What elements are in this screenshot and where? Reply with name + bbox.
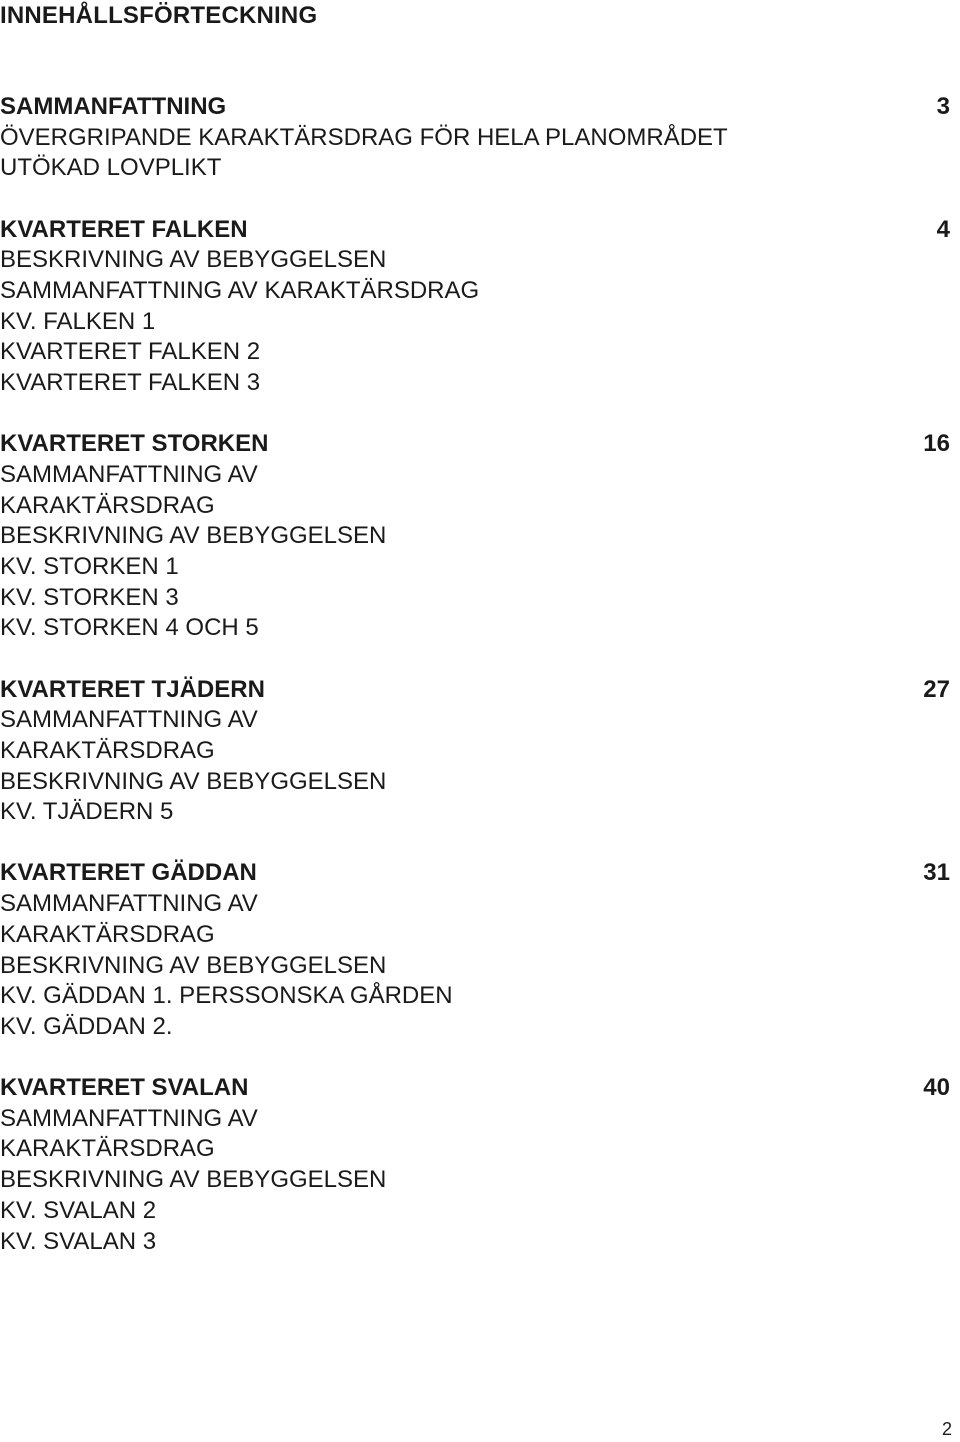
table-of-contents <box>0 92 960 1257</box>
toc-sub-item[interactable]: KV. GÄDDAN 2. <box>0 1012 173 1040</box>
toc-section-heading[interactable] <box>0 1073 960 1104</box>
toc-sub-item[interactable]: KARAKTÄRSDRAG <box>0 1135 215 1163</box>
toc-sub-item[interactable]: KV. TJÄDERN 5 <box>0 798 174 826</box>
toc-section-kvarteret-gaddan <box>0 858 960 1042</box>
toc-sub-item[interactable]: BESKRIVNING AV BEBYGGELSEN <box>0 246 387 274</box>
toc-sub-item[interactable]: ÖVERGRIPANDE KARAKTÄRSDRAG FÖR HELA PLANOMRÅDET <box>0 123 728 151</box>
toc-section-heading[interactable] <box>0 92 960 123</box>
toc-section-page-number: 27 <box>923 675 950 703</box>
toc-sub-item[interactable]: SAMMANFATTNING AV <box>0 1104 258 1132</box>
toc-sub-item[interactable]: KARAKTÄRSDRAG <box>0 491 215 519</box>
toc-sub-item[interactable]: KARAKTÄRSDRAG <box>0 920 215 948</box>
toc-section-title: KVARTERET FALKEN <box>0 215 248 243</box>
toc-section-sammanfattning <box>0 92 960 184</box>
toc-sub-item[interactable]: KV. GÄDDAN 1. PERSSONSKA GÅRDEN <box>0 982 453 1010</box>
toc-section-kvarteret-storken <box>0 429 960 644</box>
toc-sub-item[interactable]: KV. SVALAN 2 <box>0 1196 157 1224</box>
toc-section-title: SAMMANFATTNING <box>0 93 227 120</box>
toc-sub-item[interactable]: BESKRIVNING AV BEBYGGELSEN <box>0 1166 387 1194</box>
toc-section-heading[interactable] <box>0 429 960 460</box>
toc-sub-item[interactable]: BESKRIVNING AV BEBYGGELSEN <box>0 951 387 979</box>
toc-sub-item[interactable]: KV. STORKEN 3 <box>0 583 179 611</box>
toc-section-heading[interactable] <box>0 675 960 706</box>
toc-sub-item[interactable]: KV. STORKEN 4 OCH 5 <box>0 614 259 642</box>
toc-sub-item[interactable]: SAMMANFATTNING AV KARAKTÄRSDRAG <box>0 276 480 304</box>
toc-sub-item[interactable]: SAMMANFATTNING AV <box>0 460 258 488</box>
toc-sub-item[interactable]: KV. SVALAN 3 <box>0 1227 157 1255</box>
toc-section-heading[interactable] <box>0 858 960 889</box>
toc-section-title: KVARTERET STORKEN <box>0 430 269 458</box>
toc-section-page-number: 3 <box>936 93 950 120</box>
toc-sub-item[interactable]: KARAKTÄRSDRAG <box>0 736 215 764</box>
toc-sub-item[interactable]: SAMMANFATTNING AV <box>0 706 258 734</box>
toc-section-page-number: 4 <box>936 215 950 243</box>
page-number: 2 <box>941 1419 952 1439</box>
toc-section-title: KVARTERET SVALAN <box>0 1074 249 1102</box>
toc-sub-item[interactable]: SAMMANFATTNING AV <box>0 890 258 918</box>
toc-section-page-number: 16 <box>923 430 950 458</box>
toc-sub-item[interactable]: KV. STORKEN 1 <box>0 552 179 580</box>
toc-title: INNEHÅLLSFÖRTECKNING <box>0 2 318 29</box>
toc-section-kvarteret-svalan <box>0 1073 960 1257</box>
toc-section-kvarteret-tjadern <box>0 675 960 828</box>
toc-sub-item[interactable]: KVARTERET FALKEN 3 <box>0 369 261 396</box>
toc-sub-item[interactable]: KVARTERET FALKEN 2 <box>0 338 261 366</box>
toc-section-page-number: 31 <box>923 859 950 887</box>
toc-sub-item[interactable]: KV. FALKEN 1 <box>0 307 156 335</box>
toc-section-page-number: 40 <box>923 1074 950 1102</box>
toc-sub-item[interactable]: BESKRIVNING AV BEBYGGELSEN <box>0 767 387 795</box>
toc-section-kvarteret-falken <box>0 215 960 399</box>
toc-section-title: KVARTERET TJÄDERN <box>0 675 265 703</box>
toc-section-title: KVARTERET GÄDDAN <box>0 859 257 887</box>
toc-section-heading[interactable] <box>0 215 960 246</box>
toc-sub-item[interactable]: BESKRIVNING AV BEBYGGELSEN <box>0 522 387 550</box>
toc-sub-item[interactable]: UTÖKAD LOVPLIKT <box>0 154 222 182</box>
